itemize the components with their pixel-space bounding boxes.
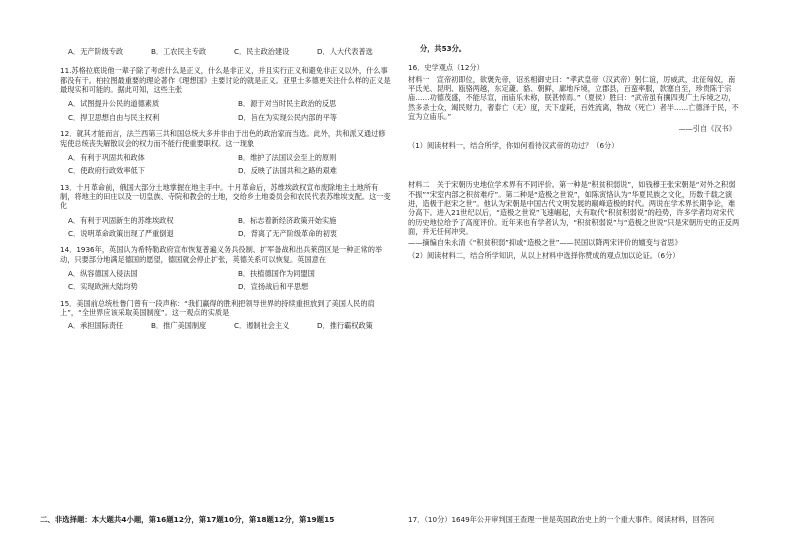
q12-stem: 12．就其才能而言，法兰西第三共和国总统大多并非由于出色的政治家而当选。此外，共和派又通过修宪使总统丧失解散议会的权力而不能行使重要职权。这一现象 xyxy=(60,129,386,148)
q16-material-1: 材料一 宣帝初即位，欲褒先帝，诏丞相御史曰：“孝武皇帝（汉武帝）躬仁谊，厉威武，北征匈奴，南平氐羌、昆明、瓯骆两越，东定薉、貉、朝鲜，廓地斥境，立郡县，百蛮率服，款塞自至，珍贵陈于宗庙……功德茂盛，不能尽宣，而庙乐未称，朕甚悼焉。”（夏侯）胜曰：“武帝虽有攘四夷广土斥境之功，然多杀士众，竭民财力，奢泰亡（无）度，天下虚耗，百姓流离，物故（死亡）者半……亡德泽于民，不宜为立庙乐。” xyxy=(408,74,739,122)
q15-option-b[interactable]: B．推广美国制度 xyxy=(151,320,207,330)
question-17-stem: 17．（10分）1649年公开审判国王查理一世是英国政治史上的一个重大事件。阅读材料，回答问 xyxy=(408,515,715,524)
q13-option-d[interactable]: D．背离了无产阶级革命的初衷 xyxy=(238,229,337,239)
q16-source-1: ——引自《汉书》 xyxy=(678,123,736,133)
q12-option-b[interactable]: B．维护了法国议会至上的原则 xyxy=(238,152,337,162)
section-2-tail: 分，共53分。 xyxy=(420,44,466,53)
q10-options xyxy=(60,47,392,56)
q10-option-d[interactable]: D．人大代表普选 xyxy=(317,47,373,56)
q12-options xyxy=(60,151,392,178)
right-column xyxy=(408,44,740,262)
q16-material-2: 材料二 关于宋朝历史地位学术界有不同评价。第一种是“积贫积弱说”，如钱穆王张宋朝是“对外之积弱不振”“宋室内部之积贫难疗”。第二种是“造极之世说”，如陈寅恪认为“华夏民族之文化，历数千载之演进，造极于赵宋之世”。他认为宋朝是中国古代文明发展的巅峰造极的时代。两说在学术界长期争论，难分高下。进入21世纪以后，“造极之世说”飞速崛起，大有取代“积贫积弱说”的趋势，许多学者均对宋代的历史地位给予了高度评价。近年来也有学者认为，“积贫积弱说”与“造极之世说”只是宋朝历史的正反两面，并无任何冲突。 xyxy=(408,180,740,237)
question-14 xyxy=(60,245,392,293)
question-11 xyxy=(60,66,392,124)
q14-option-c[interactable]: C．实现欧洲大陆均势 xyxy=(68,282,138,292)
question-13 xyxy=(60,183,392,241)
answer-space-1[interactable] xyxy=(408,152,740,180)
q16-subquestion-2: （2）阅读材料二，结合所学知识，从以上材料中选择你赞成的观点加以论证。（6分） xyxy=(408,250,680,260)
q15-options xyxy=(60,321,392,330)
q15-option-a[interactable]: A．承担国际责任 xyxy=(68,320,124,330)
q12-option-d[interactable]: D．反映了法国共和之路的艰难 xyxy=(238,166,337,176)
section-2-heading: 二、非选择题：本大题共4小题，第16题12分，第17题10分，第18题12分，第19题15 xyxy=(40,515,335,524)
left-column xyxy=(60,44,392,335)
q14-option-d[interactable]: D．宣扬战后和平思想 xyxy=(238,282,309,292)
q13-option-c[interactable]: C．说明革命政策出现了严重倒退 xyxy=(68,229,174,239)
q11-options xyxy=(60,97,392,124)
q14-option-b[interactable]: B．扶植德国作为同盟国 xyxy=(238,269,315,279)
q11-option-a[interactable]: A．试图提升公民的道德素质 xyxy=(68,99,160,109)
q14-options xyxy=(60,267,392,294)
q12-option-c[interactable]: C．使政府行政效率低下 xyxy=(68,166,145,176)
q12-option-a[interactable]: A．有利于巩固共和政体 xyxy=(68,152,145,162)
q13-options xyxy=(60,214,392,241)
q13-option-b[interactable]: B．标志着新经济政策开始实施 xyxy=(238,215,337,225)
q15-stem: 15．美国前总统杜鲁门曾有一段声称：“我们赢得的胜利把领导世界的持续重担放到了美国人民的肩上”，“全世界应该采取美国制度”。这一观点的实质是 xyxy=(60,298,375,318)
q16-source-2: ——摘编自朱永清《“积贫积弱”抑或“造极之世”——民国以降两宋评价的嬗变与省思》 xyxy=(408,238,682,248)
q10-option-b[interactable]: B．工农民主专政 xyxy=(151,47,207,56)
question-15 xyxy=(60,299,392,330)
q11-option-d[interactable]: D．旨在为实现公民内部的平等 xyxy=(238,112,337,122)
q16-subquestion-1: （1）阅读材料一，结合所学，你如何看待汉武帝的功过？（6分） xyxy=(408,140,619,150)
q16-header: 16．史学观点（12分） xyxy=(408,63,484,73)
q11-option-b[interactable]: B．源于对当时民主政治的反思 xyxy=(238,99,337,109)
q10-option-c[interactable]: C．民主政治建设 xyxy=(234,47,290,56)
q15-option-d[interactable]: D．推行霸权政策 xyxy=(317,320,373,330)
q13-stem: 13．十月革命前，俄国大部分土地掌握在地主手中。十月革命后，苏维埃政权宣布废除地主土地所有制，将地主的田庄以及一切皇族、寺院和教会的土地，交给乡土地委员会和农民代表苏维埃支配。这一变化 xyxy=(60,182,391,211)
q13-option-a[interactable]: A．有利于巩固新生的苏维埃政权 xyxy=(68,215,174,225)
q15-option-c[interactable]: C．遏制社会主义 xyxy=(234,320,290,330)
q14-stem: 14．1936年，英国认为希特勒政府宣布恢复普遍义务兵役制、扩军备战和出兵莱茵区是一种正常的举动，只要部分地满足德国的愿望，德国就会停止扩张，英德关系可以恢复。英国意在 xyxy=(60,245,383,264)
question-16 xyxy=(408,63,740,260)
q11-option-c[interactable]: C．捍卫思想自由与民主权利 xyxy=(68,112,160,122)
q11-stem: 11.苏格拉底说他一辈子除了考虑什么是正义，什么是非正义，并且实行正义和避免非正义以外，什么事都没有干。柏拉图最重要的理论著作《理想国》主要讨论的就是正义。亚里士多德更关注什么样的正义是最现实和可能的。据此可知，这些主张 xyxy=(60,66,391,95)
question-12 xyxy=(60,129,392,177)
q14-option-a[interactable]: A．纵容德国入侵法国 xyxy=(68,269,138,279)
q10-option-a[interactable]: A．无产阶级专政 xyxy=(68,47,124,56)
